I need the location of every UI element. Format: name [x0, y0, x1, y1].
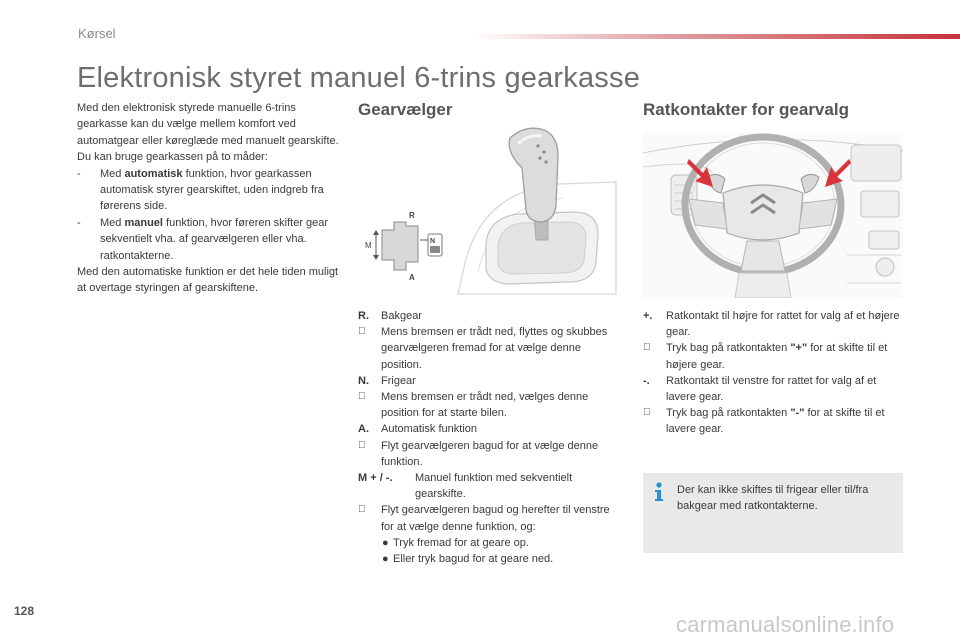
def-row-step: Tryk bag på ratkontakten "-" for at skifte til et lavere gear. — [643, 405, 905, 437]
steering-paddles-heading: Ratkontakter for gearvalg — [643, 100, 849, 119]
gear-lever-drawing — [358, 122, 618, 300]
intro-paragraph-3: Med den automatiske funktion er det hele tiden muligt at overtage styringen af gearskiftene. — [77, 266, 339, 295]
paddle-definitions — [643, 308, 905, 438]
gear-definitions — [358, 308, 620, 567]
def-row-minus: -. Ratkontakt til venstre for rattet for valg af et lavere gear. — [643, 374, 877, 404]
intro-list-item-manual: - Med manuel funktion, hvor føreren skifter gear sekventielt vha. af gearvælgeren eller vha. ratkontakterne. — [77, 216, 329, 262]
intro-list-item-automatic: - Med automatisk funktion, hvor gearkassen automatisk styrer gearskiftet, uden indgreb fra førerens side. — [77, 167, 324, 213]
intro-paragraph-1: Med den elektronisk styrede manuelle 6-trins gearkasse kan du vælge mellem komfort ved automatgear eller køreglæde med manuelt gearskifte. — [77, 102, 339, 147]
def-row-m: M + / -. Manuel funktion med sekventielt gearskifte. — [358, 472, 573, 501]
dash-marker: - — [77, 167, 81, 180]
watermark: carmanualsonline.info — [676, 612, 895, 637]
emphasis-automatic: automatisk — [124, 167, 183, 180]
info-box — [643, 473, 903, 553]
check-icon — [358, 502, 366, 518]
gear-selector-illustration — [358, 122, 618, 300]
header-accent-bar — [470, 34, 960, 39]
info-icon — [652, 482, 666, 502]
steering-wheel-illustration — [643, 133, 903, 298]
bullet-icon: ● — [382, 536, 389, 549]
def-row-n: N. Frigear — [358, 374, 416, 387]
check-icon — [358, 438, 366, 454]
gate-label-r: R — [409, 211, 415, 220]
info-text: Der kan ikke skiftes til frigear eller til/fra bakgear med ratkontakterne. — [677, 484, 869, 512]
def-row-bullet: ● Tryk fremad for at geare op. — [358, 535, 620, 551]
bullet-icon: ● — [382, 553, 389, 566]
check-icon — [358, 389, 366, 405]
check-icon — [643, 340, 651, 356]
dash-marker: - — [77, 216, 81, 229]
def-row-r: R. Bakgear — [358, 310, 422, 322]
gate-label-m: M — [365, 241, 372, 250]
gate-label-a: A — [409, 273, 415, 282]
gate-label-n: N — [430, 238, 436, 245]
gear-selector-heading: Gearvælger — [358, 100, 453, 119]
def-row-step: Mens bremsen er trådt ned, vælges denne position for at starte bilen. — [358, 389, 620, 421]
def-row-bullet: ● Eller tryk bagud for at geare ned. — [358, 551, 620, 567]
emphasis-manual: manuel — [124, 216, 163, 229]
intro-paragraph-2: Du kan bruge gearkassen på to måder: — [77, 151, 268, 164]
page-number: 128 — [14, 604, 35, 618]
intro-text — [77, 100, 339, 297]
section-label: Kørsel — [78, 26, 116, 41]
check-icon — [358, 324, 366, 340]
def-row-a: A. Automatisk funktion — [358, 423, 477, 436]
def-row-step: Mens bremsen er trådt ned, flyttes og skubbes gearvælgeren fremad for at vælge denne position. — [358, 324, 620, 373]
def-row-step: Flyt gearvælgeren bagud for at vælge denne funktion. — [358, 438, 620, 470]
def-row-plus: +. Ratkontakt til højre for rattet for valg af et højere gear. — [643, 310, 900, 339]
check-icon — [643, 405, 651, 421]
page-title: Elektronisk styret manuel 6-trins gearkasse — [77, 62, 641, 94]
steering-wheel-drawing — [643, 133, 903, 298]
def-row-step: Flyt gearvælgeren bagud og herefter til venstre for at vælge denne funktion, og: — [358, 502, 620, 534]
def-row-step: Tryk bag på ratkontakten "+" for at skifte til et højere gear. — [643, 340, 905, 372]
